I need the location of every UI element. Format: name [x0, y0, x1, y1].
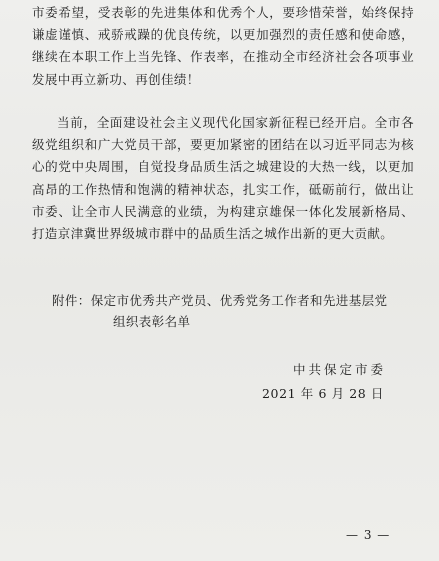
attachment-continuation: 组织表彰名单: [113, 314, 191, 329]
issue-date: 2021 年 6 月 28 日: [262, 386, 385, 401]
page-number: — 3 —: [346, 528, 391, 542]
attachment-line: 附件：保定市优秀共产党员、优秀党务工作者和先进基层党: [52, 293, 388, 308]
body-paragraph-2: 当前，全面建设社会主义现代化国家新征程已经开启。全市各级党组织和广大党员干部，要更加紧密的团结在以习近平同志为核心的党中央周围，自觉投身品质生活之城建设的大热一线，以更加高昂的工作热情和饱满的精神状态，扎实工作，砥砺前行，做出让市委、让全市人民满意的业绩，为构建京雄保一体化发展新格局、打造京津冀世界级城市群中的品质生活之城作出新的更大贡献。: [32, 115, 414, 242]
body-paragraph-1: 市委希望，受表彰的先进集体和优秀个人，要珍惜荣誉，始终保持谦虚谨慎、戒骄戒躁的优良传统，以更加强烈的责任感和使命感，继续在本职工作上当先锋、作表率，在推动全市经济社会各项事业发展中再立新功、再创佳绩！: [32, 5, 414, 87]
issuer-name: 中共保定市委: [293, 362, 387, 377]
